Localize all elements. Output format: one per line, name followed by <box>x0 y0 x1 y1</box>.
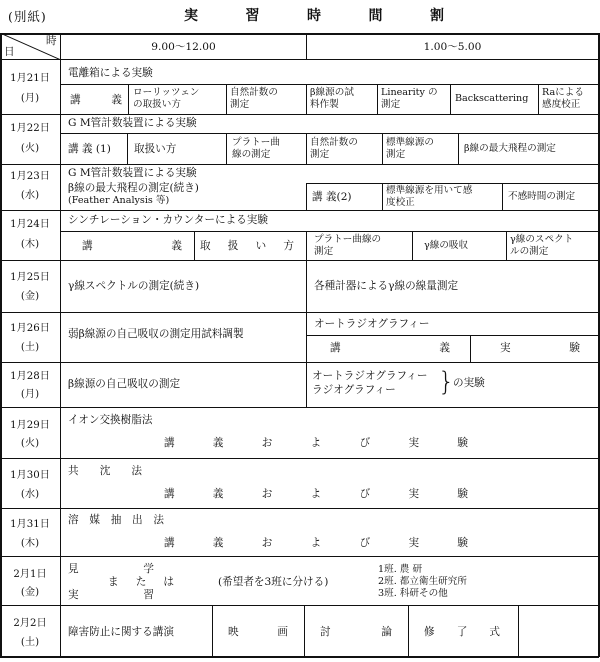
phrase-char: 義 <box>212 537 224 549</box>
lecture-char: 義 <box>171 240 182 252</box>
practice-cell <box>500 342 580 354</box>
title-char: 溶 <box>68 514 79 526</box>
cell-rule <box>304 605 305 656</box>
session-line: 各種計器によるγ線の線量測定 <box>314 280 459 292</box>
group-note: (希望者を3班に分ける) <box>218 576 329 588</box>
session-line: 標準線源の <box>386 137 434 148</box>
tour-label <box>68 563 154 575</box>
cell-rule <box>61 133 599 134</box>
handling-char: 扱 <box>227 240 239 252</box>
lecture-cell <box>70 94 122 106</box>
row-rule <box>0 407 599 408</box>
row-title <box>68 465 142 477</box>
row-title: G M管計数装置による実験 <box>68 167 197 179</box>
frame-bottom <box>0 656 599 658</box>
weekday-cell: (月) <box>20 93 40 104</box>
weekday-cell: (木) <box>20 239 40 250</box>
discussion-char: 論 <box>381 626 392 638</box>
phrase-char: よ <box>310 537 322 549</box>
header-rule <box>0 59 599 60</box>
cell-rule <box>306 231 307 260</box>
lecture-char: 義 <box>111 94 122 106</box>
cell-rule <box>538 84 539 114</box>
practice-char: 実 <box>500 342 511 354</box>
session-line: 自然計数の <box>310 137 358 148</box>
cell-rule <box>212 605 213 656</box>
weekday-cell: (木) <box>20 538 40 549</box>
lecture-phrase <box>164 488 468 500</box>
phrase-char: 実 <box>408 537 420 549</box>
session-line: 不感時間の測定 <box>508 191 576 202</box>
cell-rule <box>306 183 599 184</box>
brace-icon: } <box>438 367 455 397</box>
session-line: ローリッツェン <box>133 87 200 98</box>
handling-cell <box>200 240 294 252</box>
cell-rule <box>61 84 599 85</box>
phrase-char: 義 <box>212 488 224 500</box>
phrase-char: 義 <box>212 437 224 449</box>
cell-rule <box>306 260 307 312</box>
cell-rule <box>458 133 459 164</box>
date-cell: 1月31日 <box>10 519 50 530</box>
cell-rule <box>306 133 307 164</box>
date-cell: 1月21日 <box>10 73 50 84</box>
date-cell: 1月30日 <box>10 470 50 481</box>
session-line: 測定 <box>386 149 406 160</box>
phrase-char: よ <box>310 488 322 500</box>
movie-char: 映 <box>228 626 239 638</box>
session-line: ルの測定 <box>510 246 549 257</box>
row-rule <box>0 556 599 557</box>
phrase-char: お <box>261 488 273 500</box>
cell-rule <box>306 183 307 210</box>
session-line: β線の最大飛程の測定(続き) <box>68 182 199 194</box>
session-line: 測定 <box>314 246 334 257</box>
lecture-char: 義 <box>439 342 450 354</box>
title-char: 共 <box>68 465 79 477</box>
phrase-char: お <box>261 437 273 449</box>
row-rule <box>0 164 599 165</box>
cell-rule <box>226 133 227 164</box>
closing-char: 修 <box>424 626 435 638</box>
phrase-char: 験 <box>457 488 468 500</box>
training-label <box>68 589 154 601</box>
frame-top <box>0 33 599 35</box>
training-char: 実 <box>68 589 79 601</box>
phrase-char: 実 <box>408 488 420 500</box>
cell-rule <box>518 605 519 656</box>
phrase-char: 実 <box>408 437 420 449</box>
row-title: G M管計数装置による実験 <box>68 117 197 129</box>
weekday-cell: (金) <box>20 587 40 598</box>
session-line: γ線のスペクト <box>510 234 574 245</box>
weekday-cell: (水) <box>20 489 40 500</box>
session-line: (Feather Analysis 等) <box>68 195 170 206</box>
session-line: 線の測定 <box>232 149 271 160</box>
weekday-cell: (土) <box>20 342 40 353</box>
cell-rule <box>127 133 128 164</box>
movie-char: 画 <box>277 626 288 638</box>
phrase-char: 講 <box>164 537 175 549</box>
row-rule <box>0 362 599 363</box>
date-cell: 2月1日 <box>13 569 47 580</box>
session-line: プラトー曲 <box>232 137 280 148</box>
session-line: ラジオグラフィー <box>312 384 396 396</box>
cell-rule <box>412 231 413 260</box>
title-char: 習 <box>245 8 260 24</box>
phrase-char: お <box>261 537 273 549</box>
corner-day-label: 日 <box>4 46 15 58</box>
date-cell: 2月2日 <box>13 618 47 629</box>
or-char: た <box>135 576 147 588</box>
title-char: 実 <box>184 8 198 24</box>
session-line: 感度校正 <box>542 99 581 110</box>
cell-rule <box>450 84 451 114</box>
weekday-cell: (火) <box>20 143 40 154</box>
group-line: 2班. 都立衛生研究所 <box>378 576 467 587</box>
row-rule <box>0 508 599 509</box>
lecture-char: 講 <box>330 342 341 354</box>
discussion-cell <box>320 626 392 638</box>
cell-rule <box>506 231 507 260</box>
session-line: Raによる <box>542 87 584 98</box>
corner-time-label: 時 <box>46 35 57 47</box>
date-cell: 1月26日 <box>10 323 50 334</box>
session-line: の取扱い方 <box>133 99 181 110</box>
group-line: 3班. 科研その他 <box>378 588 448 599</box>
title-char: 割 <box>430 8 444 24</box>
phrase-char: 講 <box>164 437 175 449</box>
cell-rule <box>382 133 383 164</box>
practice-char: 験 <box>569 342 580 354</box>
session-line: β線の最大飛程の測定 <box>464 143 556 154</box>
row-rule <box>0 605 599 606</box>
row-rule <box>0 312 599 313</box>
title-char: 間 <box>368 8 383 24</box>
movie-cell <box>228 626 288 638</box>
cell-rule <box>502 183 503 210</box>
phrase-char: 験 <box>457 437 468 449</box>
page-title <box>184 5 444 25</box>
row-rule <box>0 114 599 115</box>
date-cell: 1月25日 <box>10 272 50 283</box>
tour-char: 学 <box>143 563 154 575</box>
cell-rule <box>226 84 227 114</box>
lecture-char: 講 <box>82 240 93 252</box>
cell-rule <box>382 183 383 210</box>
discussion-char: 討 <box>320 626 331 638</box>
row-title: 電離箱による実験 <box>68 67 153 79</box>
lecture-phrase <box>164 437 468 449</box>
date-cell: 1月22日 <box>10 123 50 134</box>
cell-rule <box>408 605 409 656</box>
session-line: の実験 <box>453 377 485 389</box>
title-char: 法 <box>153 514 164 526</box>
phrase-char: び <box>359 488 371 500</box>
session-line: 度校正 <box>386 197 415 208</box>
handling-char: い <box>255 240 267 252</box>
lecture-cell <box>330 342 450 354</box>
closing-char: 式 <box>489 626 500 638</box>
date-cell: 1月29日 <box>10 420 50 431</box>
date-column-divider <box>60 33 61 657</box>
date-cell: 1月24日 <box>10 219 50 230</box>
lecture-cell <box>82 240 182 252</box>
weekday-cell: (金) <box>20 291 40 302</box>
phrase-char: び <box>359 537 371 549</box>
or-char: ま <box>108 576 119 588</box>
cell-rule <box>470 335 471 362</box>
session-line: 自然計数の <box>230 87 278 98</box>
row-rule <box>0 458 599 459</box>
title-char: 時 <box>307 8 321 24</box>
cell-rule <box>306 362 307 407</box>
row-title <box>68 514 164 526</box>
weekday-cell: (月) <box>20 389 40 400</box>
title-char: 抽 <box>110 514 122 526</box>
title-char: 沈 <box>99 465 111 477</box>
lecture-char: 講 <box>70 94 81 106</box>
cell-rule <box>61 231 599 232</box>
handling-char: 取 <box>200 240 211 252</box>
handling-char: 方 <box>283 240 294 252</box>
session-line: γ線スペクトルの測定(続き) <box>68 280 200 292</box>
cell-rule <box>128 84 129 114</box>
or-label <box>108 576 174 588</box>
session-line: 標準線源を用いて感 <box>386 185 473 196</box>
or-char: は <box>163 576 174 588</box>
weekday-cell: (水) <box>20 190 40 201</box>
cell-rule <box>306 312 307 362</box>
phrase-char: 講 <box>164 488 175 500</box>
training-char: 習 <box>143 589 154 601</box>
session-line: 測定 <box>381 99 401 110</box>
row-title: イオン交換樹脂法 <box>68 414 153 426</box>
phrase-char: よ <box>310 437 322 449</box>
title-char: 法 <box>131 465 142 477</box>
closing-ceremony-cell <box>424 626 500 638</box>
session-line: γ線の吸収 <box>424 240 469 251</box>
row-rule <box>0 210 599 211</box>
session-line: 講 義 (1) <box>68 143 111 155</box>
title-char: 媒 <box>89 514 100 526</box>
session-line: 測定 <box>230 99 250 110</box>
session-line: 障害防止に関する講演 <box>68 626 174 638</box>
weekday-cell: (土) <box>20 637 40 648</box>
phrase-char: 験 <box>457 537 468 549</box>
weekday-cell: (火) <box>20 438 40 449</box>
lecture-phrase <box>164 537 468 549</box>
tour-char: 見 <box>68 563 79 575</box>
afternoon-slot-header: 1.00〜5.00 <box>423 41 482 53</box>
session-line: 測定 <box>310 149 330 160</box>
session-line: Linearity の <box>381 87 438 98</box>
date-cell: 1月23日 <box>10 171 50 182</box>
session-line: オートラジオグラフィー <box>314 318 430 330</box>
phrase-char: び <box>359 437 371 449</box>
session-line: 弱β線源の自己吸収の測定用試料調製 <box>68 328 244 340</box>
closing-char: 了 <box>456 626 468 638</box>
cell-rule <box>377 84 378 114</box>
morning-slot-header: 9.00〜12.00 <box>151 41 216 53</box>
session-line: Backscattering <box>455 93 529 104</box>
group-line: 1班. 農 研 <box>378 564 423 575</box>
cell-rule <box>306 335 599 336</box>
title-char: 出 <box>132 514 143 526</box>
cell-rule <box>194 231 195 260</box>
session-line: オートラジオグラフィー <box>312 370 428 382</box>
date-cell: 1月28日 <box>10 371 50 382</box>
session-line: 講 義(2) <box>312 191 352 203</box>
cell-rule <box>306 84 307 114</box>
frame-right <box>598 33 600 657</box>
session-line: β線源の試 <box>310 87 354 98</box>
session-line: 取扱い方 <box>134 143 177 155</box>
row-title: シンチレーション・カウンターによる実験 <box>68 214 268 226</box>
session-line: プラトー曲線の <box>314 234 382 245</box>
session-line: 料作製 <box>310 99 339 110</box>
attachment-label: (別紙) <box>8 9 47 24</box>
session-line: β線源の自己吸収の測定 <box>68 378 181 390</box>
row-rule <box>0 260 599 261</box>
